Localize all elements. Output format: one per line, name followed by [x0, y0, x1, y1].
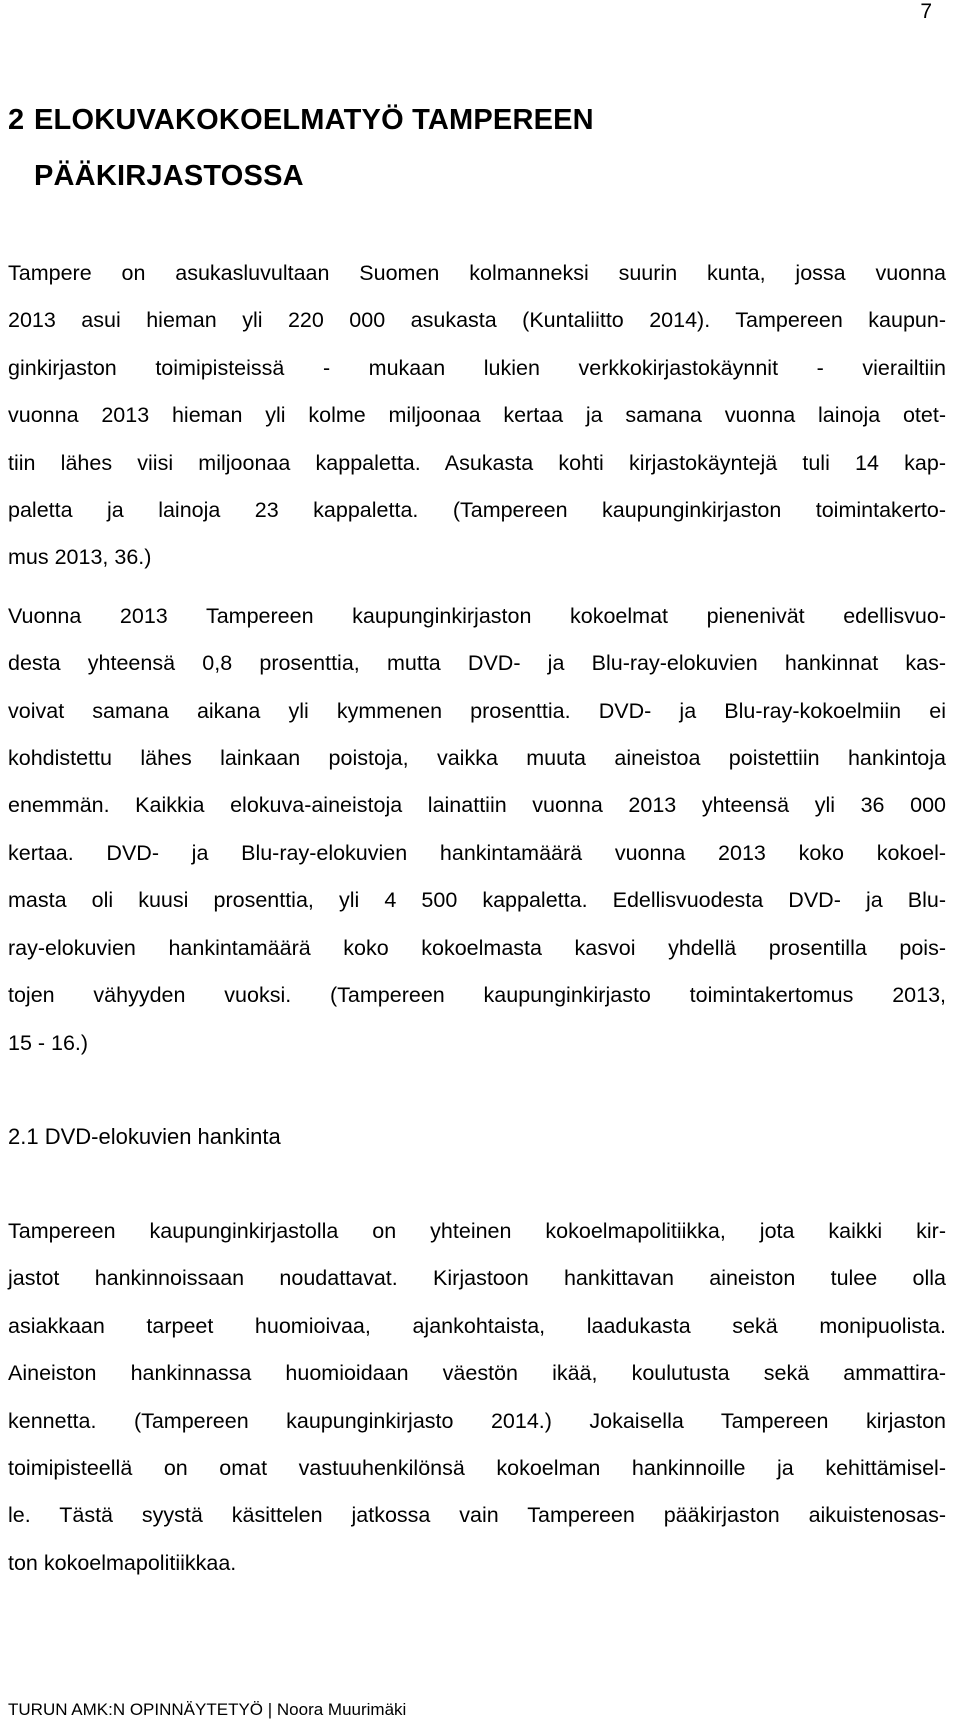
text-line: vuonna 2013 hieman yli kolme miljoonaa kertaa ja samana vuonna lainoja otet- [8, 403, 946, 428]
text-line: ginkirjaston toimipisteissä - mukaan lukien verkkokirjastokäynnit - vierailtiin [8, 355, 946, 380]
chapter-title-line2: PÄÄKIRJASTOSSA [34, 160, 304, 192]
text-line: Aineiston hankinnassa huomioidaan väestön ikää, koulutusta sekä ammattira- [8, 1361, 946, 1386]
page-footer: TURUN AMK:N OPINNÄYTETYÖ | Noora Muurimäki [8, 1700, 407, 1719]
text-line: kohdistettu lähes lainkaan poistoja, vaikka muuta aineistoa poistettiin hankintoja [8, 746, 946, 771]
text-line: enemmän. Kaikkia elokuva-aineistoja lainattiin vuonna 2013 yhteensä yli 36 000 [8, 793, 946, 818]
text-line: desta yhteensä 0,8 prosenttia, mutta DVD- ja Blu-ray-elokuvien hankinnat kas- [8, 651, 946, 676]
text-line: Tampereen kaupunginkirjastolla on yhteinen kokoelmapolitiikka, jota kaikki kir- [8, 1218, 946, 1243]
chapter-heading [8, 92, 946, 204]
text-line: Tampere on asukasluvultaan Suomen kolmanneksi suurin kunta, jossa vuonna [8, 261, 946, 285]
text-line: 15 - 16.) [8, 1030, 89, 1055]
page-number: 7 [920, 0, 932, 23]
text-line: kennetta. (Tampereen kaupunginkirjasto 2014.) Jokaisella Tampereen kirjaston [8, 1408, 946, 1433]
text-line: masta oli kuusi prosenttia, yli 4 500 kappaletta. Edellisvuodesta DVD- ja Blu- [8, 888, 946, 913]
chapter-number: 2 [8, 104, 25, 136]
paragraph-intro [8, 250, 946, 582]
text-line: Vuonna 2013 Tampereen kaupunginkirjaston kokoelmat pienenivät edellisvuo- [8, 603, 946, 628]
text-line: kertaa. DVD- ja Blu-ray-elokuvien hankintamäärä vuonna 2013 koko kokoel- [8, 840, 946, 865]
text-line: ray-elokuvien hankintamäärä koko kokoelmasta kasvoi yhdellä prosentilla pois- [8, 935, 946, 960]
paragraph-acquisition [8, 1208, 946, 1587]
text-line: tojen vähyyden vuoksi. (Tampereen kaupunginkirjasto toimintakertomus 2013, [8, 983, 946, 1008]
text-line: tiin lähes viisi miljoonaa kappaletta. Asukasta kohti kirjastokäyntejä tuli 14 kap- [8, 450, 946, 475]
section-heading: 2.1 DVD-elokuvien hankinta [8, 1123, 281, 1149]
chapter-title-line1: ELOKUVAKOKOELMATYÖ TAMPEREEN [34, 104, 594, 136]
text-line: 2013 asui hieman yli 220 000 asukasta (Kuntaliitto 2014). Tampereen kaupun- [8, 308, 946, 333]
text-line: paletta ja lainoja 23 kappaletta. (Tampereen kaupunginkirjaston toimintakerto- [8, 498, 946, 523]
text-line: ton kokoelmapolitiikkaa. [8, 1550, 237, 1575]
text-line: asiakkaan tarpeet huomioivaa, ajankohtaista, laadukasta sekä monipuolista. [8, 1313, 946, 1338]
paragraph-collections [8, 593, 946, 1067]
text-line: le. Tästä syystä käsittelen jatkossa vain Tampereen pääkirjaston aikuistenosas- [8, 1503, 946, 1528]
text-line: voivat samana aikana yli kymmenen prosenttia. DVD- ja Blu-ray-kokoelmiin ei [8, 698, 946, 723]
text-line: toimipisteellä on omat vastuuhenkilönsä kokoelman hankinnoille ja kehittämisel- [8, 1455, 946, 1480]
document-body [8, 92, 946, 1587]
text-line: mus 2013, 36.) [8, 545, 152, 570]
text-line: jastot hankinnoissaan noudattavat. Kirjastoon hankittavan aineiston tulee olla [8, 1266, 946, 1291]
